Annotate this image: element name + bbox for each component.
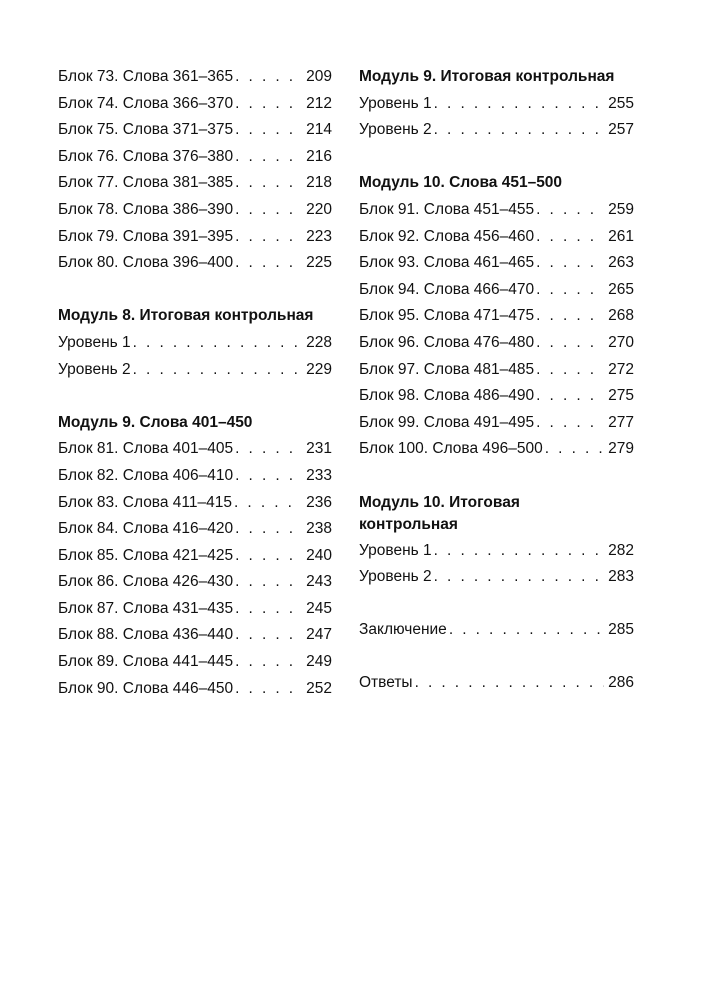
dot-leader bbox=[434, 117, 604, 144]
toc-page-number: 257 bbox=[608, 121, 634, 139]
toc-entry-label: Блок 92. Слова 456–460 bbox=[359, 227, 535, 245]
toc-entry[interactable] bbox=[359, 564, 634, 591]
dot-leader bbox=[235, 622, 302, 649]
toc-entry-label: Уровень 1 bbox=[359, 541, 432, 559]
toc-entry-label: Блок 96. Слова 476–480 bbox=[359, 333, 535, 351]
dot-leader bbox=[235, 91, 302, 118]
dot-leader bbox=[536, 277, 604, 304]
toc-entry[interactable] bbox=[359, 330, 634, 357]
dot-leader bbox=[235, 543, 302, 570]
toc-page-number: 220 bbox=[306, 200, 332, 218]
toc-left-column bbox=[58, 64, 332, 702]
toc-entry[interactable] bbox=[58, 676, 332, 703]
toc-entry-label: Блок 83. Слова 411–415 bbox=[58, 493, 232, 511]
toc-entry-label: Блок 91. Слова 451–455 bbox=[359, 200, 535, 218]
dot-leader bbox=[434, 538, 604, 565]
section-heading: Модуль 9. Итоговая контрольная bbox=[359, 68, 615, 85]
toc-page-number: 283 bbox=[608, 568, 634, 586]
toc-entry-label: Блок 99. Слова 491–495 bbox=[359, 413, 535, 431]
toc-entry-label: Блок 87. Слова 431–435 bbox=[58, 599, 234, 617]
toc-page-number: 270 bbox=[608, 333, 634, 351]
toc-page-number: 236 bbox=[306, 493, 332, 511]
dot-leader bbox=[133, 357, 302, 384]
toc-page-number: 238 bbox=[306, 520, 332, 538]
toc-page-number: 259 bbox=[608, 200, 634, 218]
toc-entry-label: Блок 77. Слова 381–385 bbox=[58, 174, 234, 192]
section-heading: Модуль 9. Слова 401–450 bbox=[58, 413, 253, 431]
toc-entry-label: Блок 94. Слова 466–470 bbox=[359, 280, 535, 298]
toc-entry-label: Блок 76. Слова 376–380 bbox=[58, 147, 234, 165]
dot-leader bbox=[235, 516, 302, 543]
toc-entry-label: Блок 82. Слова 406–410 bbox=[58, 466, 234, 484]
toc-entry-label: Блок 93. Слова 461–465 bbox=[359, 254, 535, 272]
toc-page-number: 263 bbox=[608, 254, 634, 272]
toc-page-number: 240 bbox=[306, 546, 332, 564]
toc-entry[interactable] bbox=[58, 357, 332, 384]
toc-entry-label: Блок 74. Слова 366–370 bbox=[58, 94, 234, 112]
dot-leader bbox=[536, 330, 604, 357]
dot-leader bbox=[235, 250, 302, 277]
toc-entry[interactable] bbox=[58, 250, 332, 277]
toc-entry[interactable] bbox=[359, 197, 634, 224]
dot-leader bbox=[235, 117, 302, 144]
toc-page-number: 212 bbox=[306, 94, 332, 112]
toc-page-number: 275 bbox=[608, 387, 634, 405]
toc-entry-label: Блок 90. Слова 446–450 bbox=[58, 679, 234, 697]
dot-leader bbox=[536, 224, 604, 251]
toc-page-number: 216 bbox=[306, 147, 332, 165]
toc-entry-label: Блок 75. Слова 371–375 bbox=[58, 121, 234, 139]
toc-entry[interactable] bbox=[359, 303, 634, 330]
toc-entry-label: Уровень 1 bbox=[58, 333, 131, 351]
dot-leader bbox=[234, 490, 302, 517]
dot-leader bbox=[536, 250, 604, 277]
toc-entry[interactable] bbox=[58, 91, 332, 118]
section-heading: Модуль 8. Итоговая контрольная bbox=[58, 307, 314, 325]
dot-leader bbox=[536, 383, 604, 410]
toc-page-number: 233 bbox=[306, 466, 332, 484]
section-spacer bbox=[359, 644, 634, 671]
toc-page-number: 282 bbox=[608, 541, 634, 559]
toc-entry-label: Блок 100. Слова 496–500 bbox=[359, 440, 543, 458]
dot-leader bbox=[545, 436, 604, 463]
toc-page-number: 268 bbox=[608, 307, 634, 325]
section-heading: Модуль 10. Слова 451–500 bbox=[359, 174, 563, 192]
toc-entry[interactable] bbox=[58, 543, 332, 570]
section-spacer bbox=[359, 463, 634, 490]
dot-leader bbox=[235, 224, 302, 251]
toc-page-number: 229 bbox=[306, 360, 332, 378]
toc-entry-label: Блок 97. Слова 481–485 bbox=[359, 360, 535, 378]
dot-leader bbox=[536, 303, 604, 330]
toc-entry[interactable] bbox=[58, 436, 332, 463]
toc-page-number: 252 bbox=[306, 679, 332, 697]
toc-entry[interactable] bbox=[359, 117, 634, 144]
toc-page-number: 265 bbox=[608, 280, 634, 298]
dot-leader bbox=[434, 564, 604, 591]
dot-leader bbox=[536, 197, 604, 224]
toc-right-column bbox=[359, 64, 634, 697]
toc-entry[interactable] bbox=[58, 649, 332, 676]
dot-leader bbox=[434, 91, 604, 118]
toc-entry[interactable] bbox=[359, 617, 634, 644]
toc-page-number: 277 bbox=[608, 413, 634, 431]
toc-entry[interactable] bbox=[58, 490, 332, 517]
section-spacer bbox=[359, 591, 634, 618]
dot-leader bbox=[235, 676, 302, 703]
toc-entry-label: Блок 78. Слова 386–390 bbox=[58, 200, 234, 218]
toc-entry-label: Уровень 1 bbox=[359, 94, 432, 112]
toc-entry-label: Блок 88. Слова 436–440 bbox=[58, 626, 234, 644]
dot-leader bbox=[133, 330, 302, 357]
toc-page-number: 245 bbox=[306, 599, 332, 617]
toc-entry[interactable] bbox=[359, 250, 634, 277]
toc-entry[interactable] bbox=[58, 144, 332, 171]
dot-leader bbox=[235, 64, 302, 91]
toc-entry-label: Ответы bbox=[359, 674, 413, 692]
toc-entry[interactable] bbox=[359, 224, 634, 251]
dot-leader bbox=[235, 170, 302, 197]
toc-entry[interactable] bbox=[359, 436, 634, 463]
toc-page-number: 255 bbox=[608, 94, 634, 112]
toc-entry-label: Блок 98. Слова 486–490 bbox=[359, 387, 535, 405]
toc-page-number: 231 bbox=[306, 440, 332, 458]
toc-entry[interactable] bbox=[58, 197, 332, 224]
toc-entry[interactable] bbox=[58, 170, 332, 197]
toc-page-number: 228 bbox=[306, 333, 332, 351]
section-heading: Модуль 10. Итоговая контрольная bbox=[359, 493, 520, 533]
toc-page-number: 286 bbox=[608, 674, 634, 692]
toc-entry[interactable] bbox=[359, 538, 634, 565]
toc-entry-label: Заключение bbox=[359, 621, 447, 639]
section-spacer bbox=[58, 383, 332, 410]
dot-leader bbox=[235, 197, 302, 224]
toc-entry[interactable] bbox=[58, 516, 332, 543]
toc-page-number: 249 bbox=[306, 653, 332, 671]
dot-leader bbox=[235, 596, 302, 623]
toc-entry[interactable] bbox=[58, 224, 332, 251]
toc-entry[interactable] bbox=[359, 410, 634, 437]
toc-entry-label: Блок 85. Слова 421–425 bbox=[58, 546, 234, 564]
toc-entry[interactable] bbox=[359, 91, 634, 118]
dot-leader bbox=[235, 436, 302, 463]
toc-entry[interactable] bbox=[359, 357, 634, 384]
dot-leader bbox=[449, 617, 604, 644]
toc-entry[interactable] bbox=[58, 569, 332, 596]
toc-page-number: 214 bbox=[306, 121, 332, 139]
dot-leader bbox=[235, 649, 302, 676]
toc-entry-label: Блок 84. Слова 416–420 bbox=[58, 520, 234, 538]
toc-page-number: 247 bbox=[306, 626, 332, 644]
dot-leader bbox=[415, 670, 605, 697]
toc-page-number: 261 bbox=[608, 227, 634, 245]
toc-entry[interactable] bbox=[359, 670, 634, 697]
dot-leader bbox=[235, 463, 302, 490]
toc-entry-label: Блок 89. Слова 441–445 bbox=[58, 653, 234, 671]
toc-entry-label: Блок 80. Слова 396–400 bbox=[58, 254, 234, 272]
toc-entry[interactable] bbox=[58, 463, 332, 490]
dot-leader bbox=[235, 569, 302, 596]
toc-entry[interactable] bbox=[58, 596, 332, 623]
toc-page-number: 285 bbox=[608, 621, 634, 639]
toc-page-number: 272 bbox=[608, 360, 634, 378]
toc-entry-label: Блок 73. Слова 361–365 bbox=[58, 68, 234, 85]
toc-entry[interactable] bbox=[359, 277, 634, 304]
toc-entry[interactable] bbox=[58, 64, 332, 91]
toc-entry-label: Уровень 2 bbox=[359, 121, 432, 139]
dot-leader bbox=[536, 357, 604, 384]
section-spacer bbox=[58, 277, 332, 304]
toc-entry[interactable] bbox=[359, 383, 634, 410]
toc-page-number: 209 bbox=[306, 68, 332, 85]
toc-entry-label: Уровень 2 bbox=[359, 568, 432, 586]
dot-leader bbox=[235, 144, 302, 171]
section-spacer bbox=[359, 144, 634, 171]
toc-page-number: 218 bbox=[306, 174, 332, 192]
dot-leader bbox=[536, 410, 604, 437]
toc-entry[interactable] bbox=[58, 622, 332, 649]
toc-entry-label: Блок 86. Слова 426–430 bbox=[58, 573, 234, 591]
toc-page-number: 223 bbox=[306, 227, 332, 245]
toc-entry-label: Уровень 2 bbox=[58, 360, 131, 378]
toc-entry-label: Блок 81. Слова 401–405 bbox=[58, 440, 234, 458]
toc-entry-label: Блок 79. Слова 391–395 bbox=[58, 227, 234, 245]
toc-page-number: 225 bbox=[306, 254, 332, 272]
toc-entry-label: Блок 95. Слова 471–475 bbox=[359, 307, 535, 325]
toc-entry[interactable] bbox=[58, 330, 332, 357]
toc-page-number: 243 bbox=[306, 573, 332, 591]
toc-entry[interactable] bbox=[58, 117, 332, 144]
toc-page-number: 279 bbox=[608, 440, 634, 458]
